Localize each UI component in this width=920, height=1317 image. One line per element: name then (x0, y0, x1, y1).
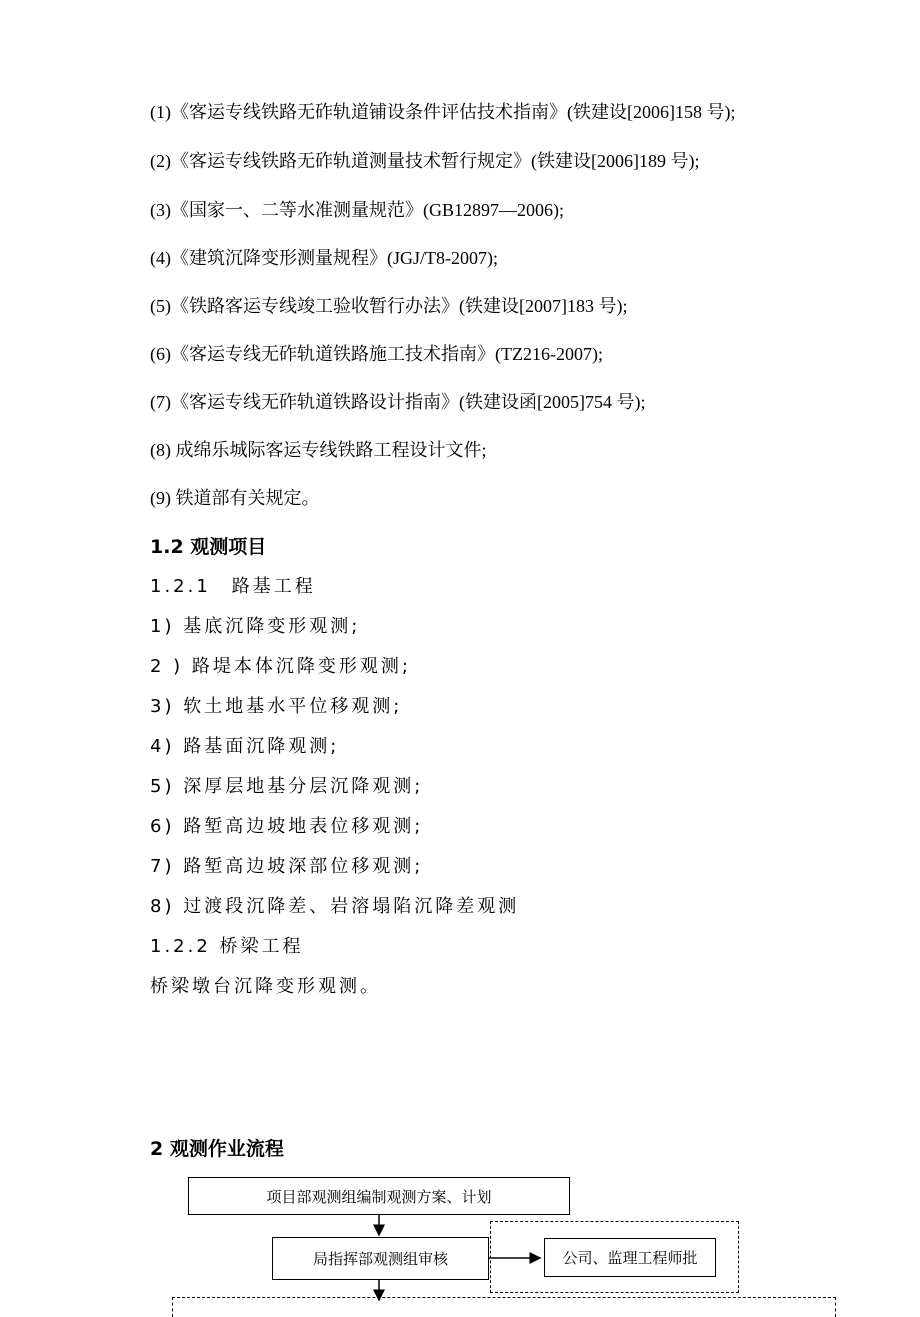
roadbed-item-2: 2 ) 路堤本体沉降变形观测; (150, 656, 411, 677)
reference-item-5: (5)《铁路客运专线竣工验收暂行办法》(铁建设[2007]183 号); (150, 296, 628, 316)
roadbed-item-5: 5) 深厚层地基分层沉降观测; (150, 776, 424, 797)
roadbed-item-1: 1) 基底沉降变形观测; (150, 616, 361, 637)
roadbed-item-4: 4) 路基面沉降观测; (150, 736, 340, 757)
reference-item-7: (7)《客运专线无砟轨道铁路设计指南》(铁建设函[2005]754 号); (150, 392, 646, 412)
reference-item-2: (2)《客运专线铁路无砟轨道测量技术暂行规定》(铁建设[2006]189 号); (150, 151, 700, 171)
reference-item-1: (1)《客运专线铁路无砟轨道铺设条件评估技术指南》(铁建设[2006]158 号); (150, 102, 736, 122)
bridge-item: 桥梁墩台沉降变形观测。 (150, 976, 381, 997)
subsection-heading-1-2-2: 1.2.2 桥梁工程 (150, 936, 304, 957)
flowchart-step-review: 局指挥部观测组审核 (272, 1237, 489, 1280)
roadbed-item-3: 3) 软土地基水平位移观测; (150, 696, 403, 717)
reference-item-4: (4)《建筑沉降变形测量规程》(JGJ/T8-2007); (150, 248, 498, 268)
flowchart-step-plan: 项目部观测组编制观测方案、计划 (188, 1177, 570, 1215)
roadbed-item-7: 7) 路堑高边坡深部位移观测; (150, 856, 424, 877)
subsection-heading-1-2-1: 1.2.1 路基工程 (150, 576, 316, 597)
roadbed-item-8: 8) 过渡段沉降差、岩溶塌陷沉降差观测 (150, 896, 520, 917)
flowchart-dashed-group-lower (172, 1297, 836, 1317)
reference-item-8: (8) 成绵乐城际客运专线铁路工程设计文件; (150, 440, 487, 460)
reference-item-9: (9) 铁道部有关规定。 (150, 488, 320, 508)
section-heading-2: 2 观测作业流程 (150, 1138, 284, 1160)
reference-item-6: (6)《客运专线无砟轨道铁路施工技术指南》(TZ216-2007); (150, 344, 603, 364)
flowchart-step-approve: 公司、监理工程师批 (544, 1238, 716, 1277)
section-heading-1-2: 1.2 观测项目 (150, 536, 267, 558)
reference-item-3: (3)《国家一、二等水准测量规范》(GB12897—2006); (150, 200, 564, 220)
roadbed-item-6: 6) 路堑高边坡地表位移观测; (150, 816, 424, 837)
